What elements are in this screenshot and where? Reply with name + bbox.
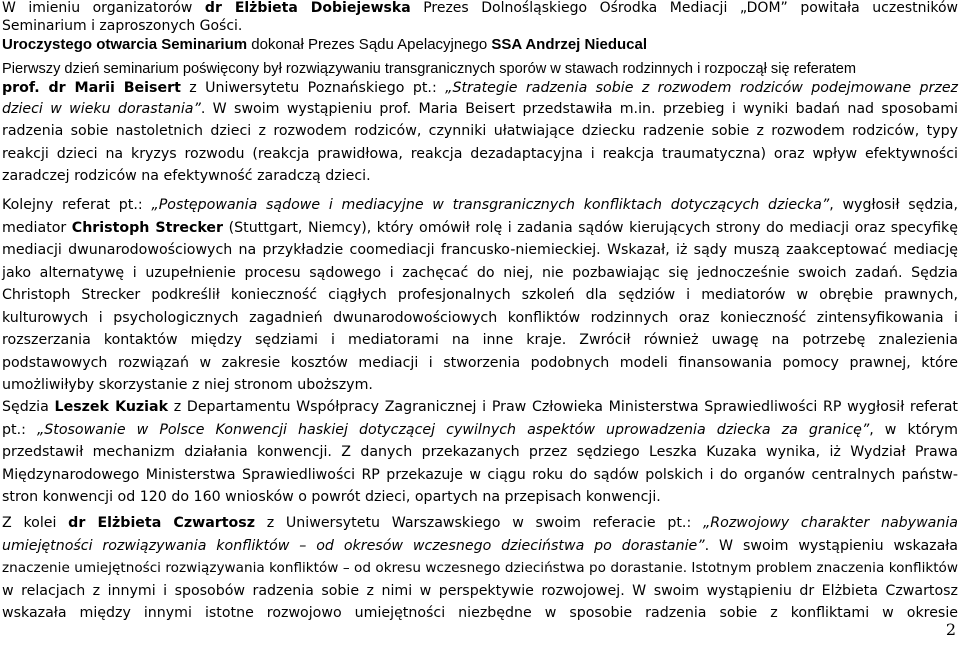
text-line [2,194,958,217]
text-run: . W swoim wystąpieniu wskazała [704,537,958,554]
text-line: Seminarium i zaproszonych Gości. [2,17,243,34]
text-line: radzenia sobie nastoletnich dzieci z rozwodem rodziców, czynniki ułatwiające dziecku radzenie sobie z rozwodem rodziców, typy [2,123,958,139]
text-run: z Uniwersytetu Warszawskiego w swoim referacie pt.: [255,515,703,531]
text-run: Z kolei [2,515,69,531]
text-line [2,99,958,120]
text-line [2,396,958,419]
talk-title: „Rozwojowy charakter nabywania [702,515,958,531]
text-line: znaczenie umiejętności rozwiązywania konfliktów – od okresu wczesnego dzieciństwa po dorastanie. Istotnym problem znaczenia konfliktów [2,560,958,576]
text-line [2,512,958,535]
text-run: W imieniu organizatorów [2,0,205,16]
paragraph-first-day [2,60,958,78]
person-name: dr Elżbieta Czwartosz [68,515,256,531]
text-run: Prezes Dolnośląskiego Ośrodka Mediacji „DOM” powitała uczestników [410,0,958,16]
person-name: prof. dr Marii Beisert [2,80,181,96]
text-line: w relacjach z innymi i sposobów radzenia sobie z nimi w perspektywie rozwojowej. W swoim wystąpieniu dr Elżbieta Czwartosz [2,582,958,599]
text-line [2,0,958,18]
paragraph-welcome [2,0,958,35]
text-line: rozszerzania kontaktów między sędziami i mediatorami na inne kraje. Zwrócił również uwagę na potrzebę znalezienia [2,332,958,348]
paragraph-strecker [2,194,958,397]
paragraph-kuziak [2,396,958,509]
paragraph-czwartosz [2,512,958,625]
text-run: mediator [2,219,72,236]
text-line: reakcji dzieci na kryzys rozwodu (reakcja prawidłowa, reakcja dezadaptacyjna i reakcja traumatyczna) oraz wpływ efektywności [2,146,958,162]
person-name: dr Elżbieta Dobiejewska [204,0,411,16]
text-line: podstawowych rozwiązań w zakresie kosztów mediacji i stworzenia podobnych modeli finansowania pomocy prawnej, które [2,354,958,371]
paragraph-beisert [2,78,958,187]
text-line: zaradczej rodziców na efektywność zaradczą dzieci. [2,168,371,184]
text-run: , w którym [869,421,958,438]
text-line: umożliwiłyby skorzystanie z niej stronom uboższym. [2,377,373,393]
paragraph-opening [2,36,958,54]
text-line [2,419,958,442]
text-run: (Stuttgart, Niemcy), który omówił rolę i zadania sądów kierujących strony do mediacji oraz specyfikę [223,219,958,236]
page-number: 2 [945,620,956,639]
bold-run: Uroczystego otwarcia Seminarium [2,36,248,53]
text-line: Pierwszy dzień seminarium poświęcony był rozwiązywaniu transgranicznych sporów w stawach rodzinnych i rozpoczął się referatem [2,61,857,77]
text-run: z Departamentu Współpracy Zagranicznej i Praw Człowieka Ministerstwa Sprawiedliwości RP wygłosił referat [168,399,958,415]
text-line: stron konwencji od 120 do 160 wniosków o powrót dzieci, opartych na przepisach konwencji. [2,489,661,505]
text-line: przedstawił mechanizm działania konwencji. Z danych przekazanych przez sędziego Leszka Kuzaka wynika, iż Wydział Prawa [2,444,958,460]
text-run: Sędzia [2,399,55,415]
text-run: Kolejny referat pt.: [2,197,152,213]
text-line [2,535,958,558]
talk-title: dzieci w wieku dorastania” [2,101,201,117]
text-run: , wygłosił sędzia, [829,197,958,213]
text-line [2,217,958,240]
talk-title: „Stosowanie w Polsce Konwencji haskiej dotyczącej cywilnych aspektów uprowadzenia dziecka za granicę” [36,421,870,438]
talk-title: „Postępowania sądowe i mediacyjne w transgranicznych konfliktach dotyczących dziecka” [151,197,830,213]
text-run: z Uniwersytetu Poznańskiego pt.: [180,80,446,96]
text-run: dokonał Prezes Sądu Apelacyjnego [247,36,492,53]
text-run: . W swoim wystąpieniu prof. Maria Beisert przedstawiła m.in. przebieg i wyniki badań nad sposobami [200,101,958,117]
person-name: SSA Andrzej Nieducal [491,36,648,53]
person-name: Christoph Strecker [71,219,224,236]
text-line [2,78,958,99]
text-line: wskazała między innymi istotne rozwojowo umiejętności niezbędne w sposobie radzenia sobie z konfliktami w okresie [2,605,958,621]
person-name: Leszek Kuziak [54,399,169,415]
text-line: kulturowych i psychologicznych zagadnień dwunarodowościowych konfliktów rodzinnych oraz konieczność zintensyfikowania i [2,309,958,326]
text-line: mediacji dwunarodowościowych na przykładzie coomediacji francusko-niemieckiej. Wskazał, iż sądy muszą zaakceptować mediację [2,242,958,258]
text-line: Christoph Strecker podkreślił konieczność ciągłych profesjonalnych szkoleń dla sędziów i mediatorów w obrębie prawnych, [2,287,958,303]
talk-title: umiejętności rozwiązywania konfliktów – od okresów wczesnego dzieciństwa po dorastanie” [2,537,705,554]
talk-title: „Strategie radzenia sobie z rozwodem rodziców podejmowane przez [445,80,958,96]
text-run: pt.: [2,421,37,438]
text-line: Międzynarodowego Ministerstwa Sprawiedliwości RP przekazuje w ciągu roku do sądów polskich i do organów centralnych państw- [2,466,958,483]
text-line: jako alternatywę i uzupełnienie procesu sądowego i zachęcać do niej, nie pozbawiając się jednocześnie swoich zadań. Sędzia [2,264,958,281]
text-line [2,36,958,54]
